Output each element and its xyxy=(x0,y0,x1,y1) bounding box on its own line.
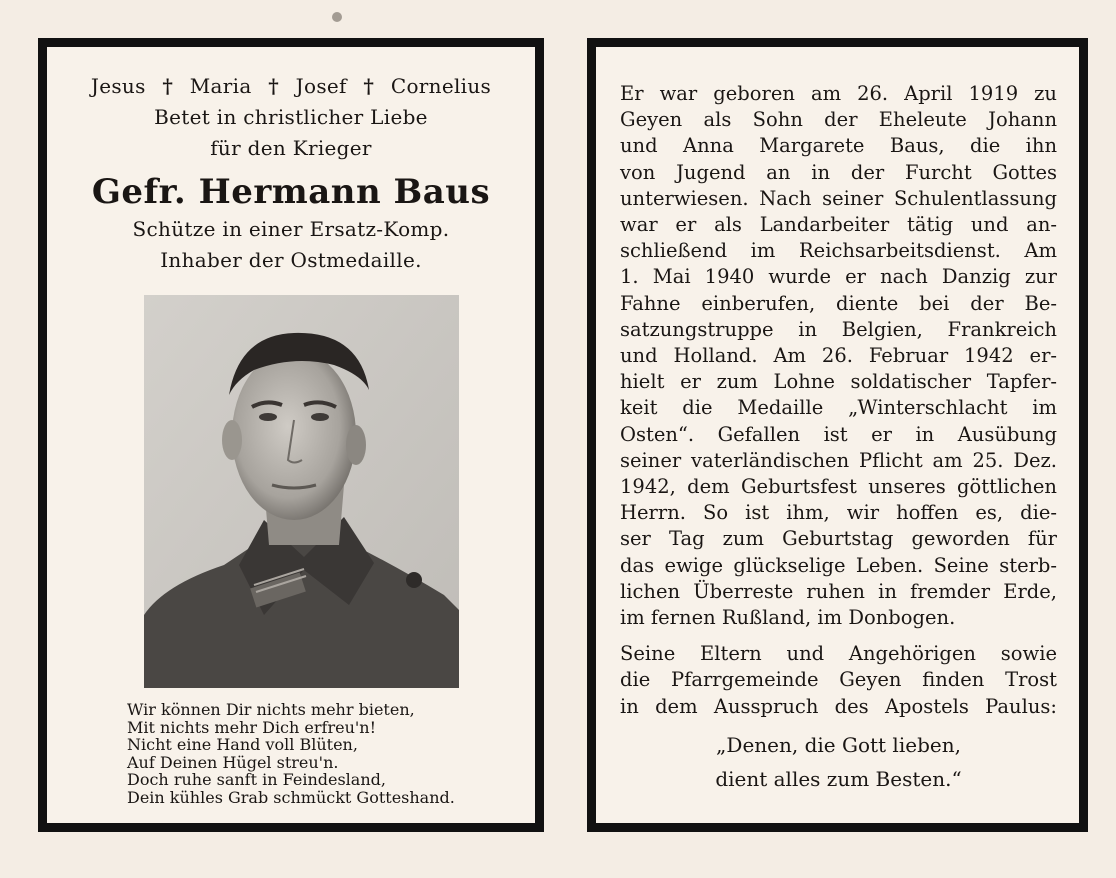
memorial-poem xyxy=(127,701,517,806)
holy-name-jesus: Jesus xyxy=(90,74,146,98)
quote-line: dient alles zum Besten.“ xyxy=(715,766,962,791)
bio-line: Osten“. Gefallen ist er in Ausübung xyxy=(620,422,1057,446)
bio-line: Geyen als Sohn der Eheleute Johann xyxy=(620,108,1057,132)
portrait-illustration xyxy=(144,295,459,688)
bio-line: Er war geboren am 26. April 1919 zu xyxy=(620,82,1057,105)
family-statement xyxy=(620,641,1057,720)
quote-line: „Denen, die Gott lieben, xyxy=(716,732,961,757)
bio-line: 1. Mai 1940 wurde er nach Danzig zur xyxy=(620,265,1057,289)
bio-line: schließend im Reichsarbeitsdienst. Am xyxy=(620,239,1057,263)
bio-line: seiner vaterländischen Pflicht am 25. Dez. xyxy=(620,448,1057,472)
poem-line: Mit nichts mehr Dich erfreu'n! xyxy=(127,717,376,737)
memorial-card-left xyxy=(38,38,544,832)
bio-line: Fahne einberufen, diente bei der Be- xyxy=(620,291,1057,315)
poem-line: Dein kühles Grab schmückt Gotteshand. xyxy=(127,787,455,807)
soldier-name: Gefr. Hermann Baus xyxy=(91,172,491,212)
bio-line: ser Tag zum Geburtstag geworden für xyxy=(620,527,1057,551)
poem-line: Doch ruhe sanft in Feindesland, xyxy=(127,770,386,789)
right-card-content xyxy=(596,47,1079,823)
rank-line: Schütze in einer Ersatz-Komp. xyxy=(132,217,450,241)
cross-icon: † xyxy=(162,74,174,98)
prayer-line-1: Betet in christlicher Liebe xyxy=(154,105,428,129)
bio-line: lichen Überreste ruhen in fremder Erde, xyxy=(620,579,1057,603)
prayer-line-2: für den Krieger xyxy=(210,136,372,160)
bio-line: im fernen Rußland, im Donbogen. xyxy=(620,606,956,630)
bio-line: keit die Medaille „Winterschlacht im xyxy=(620,396,1057,420)
biography xyxy=(620,81,1057,631)
bio-line: und Anna Margarete Baus, die ihn xyxy=(620,134,1057,158)
apostle-quote xyxy=(620,728,1057,796)
memorial-card-right xyxy=(587,38,1088,832)
poem-line: Auf Deinen Hügel streu'n. xyxy=(127,752,339,772)
family-line: die Pfarrgemeinde Geyen finden Trost xyxy=(620,668,1057,692)
cross-icon: † xyxy=(363,74,375,98)
holy-name-cornelius: Cornelius xyxy=(390,74,492,98)
bio-line: und Holland. Am 26. Februar 1942 er- xyxy=(620,344,1057,368)
paper-speck xyxy=(332,12,342,22)
bio-line: unterwiesen. Nach seiner Schulentlassung xyxy=(620,186,1057,210)
poem-line: Wir können Dir nichts mehr bieten, xyxy=(127,700,415,719)
bio-line: das ewige glückselige Leben. Seine sterb- xyxy=(620,553,1057,577)
bio-line: 1942, dem Geburtsfest unseres göttlichen xyxy=(620,475,1057,499)
holy-name-josef: Josef xyxy=(295,74,347,98)
bio-line: Herrn. So ist ihm, wir hoffen es, die- xyxy=(620,501,1057,525)
holy-names-line xyxy=(65,71,517,102)
holy-name-maria: Maria xyxy=(189,74,252,98)
soldier-portrait-photo xyxy=(144,295,459,688)
award-line: Inhaber der Ostmedaille. xyxy=(160,248,422,272)
family-line: Seine Eltern und Angehörigen sowie xyxy=(620,642,1057,666)
bio-line: war er als Landarbeiter tätig und an- xyxy=(620,213,1057,237)
poem-line: Nicht eine Hand voll Blüten, xyxy=(127,735,358,754)
family-line: in dem Ausspruch des Apostels Paulus: xyxy=(620,694,1057,718)
bio-line: von Jugend an in der Furcht Gottes xyxy=(620,160,1057,184)
bio-line: satzungstruppe in Belgien, Frankreich xyxy=(620,317,1057,341)
bio-line: hielt er zum Lohne soldatischer Tapfer- xyxy=(620,370,1057,394)
cross-icon: † xyxy=(268,74,279,98)
